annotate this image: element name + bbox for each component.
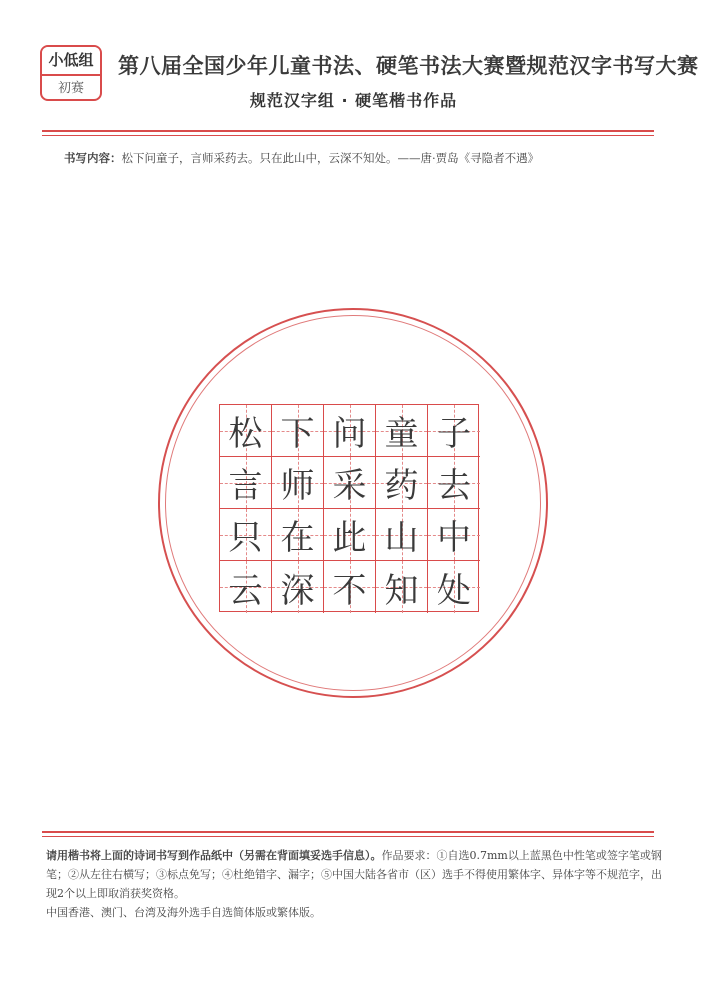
grid-char: 云: [228, 570, 263, 611]
header-divider-top: [42, 130, 654, 132]
grid-char: 童: [384, 414, 419, 454]
grid-cell: [272, 509, 324, 561]
grid-cell: [272, 405, 324, 457]
footer-divider-bottom: [42, 836, 654, 837]
grid-cell: [324, 457, 376, 509]
grid-char: 处: [437, 570, 471, 611]
footer-divider-top: [42, 831, 654, 833]
grid-cell: [324, 561, 376, 613]
requirements-lead: 请用楷书将上面的诗词书写到作品纸中（另需在背面填妥选手信息）。: [46, 849, 382, 862]
grid-char: 不: [332, 570, 367, 611]
group-label: 小低组: [42, 47, 100, 76]
requirements: [46, 846, 662, 922]
grid-char: 问: [332, 414, 367, 454]
page-title: 第八届全国少年儿童书法、硬笔书法大赛暨规范汉字书写大赛: [118, 53, 699, 78]
grid-cell: [220, 561, 272, 613]
page-subtitle: 规范汉字组 · 硬笔楷书作品: [249, 91, 458, 110]
header-divider-bottom: [42, 135, 654, 136]
grid-char: 言: [228, 466, 263, 506]
writing-grid: [219, 404, 479, 612]
grid-char: 此: [332, 518, 367, 558]
grid-cell: [376, 457, 428, 509]
grid-cell: [376, 509, 428, 561]
grid-cell: [428, 457, 480, 509]
grid-char: 深: [280, 570, 315, 611]
grid-cell: [220, 509, 272, 561]
requirements-note: 中国香港、澳门、台湾及海外选手自选简体版或繁体版。: [46, 906, 321, 919]
stage-label: 初赛: [57, 81, 84, 96]
grid-char: 下: [280, 414, 315, 454]
grid-cell: [272, 561, 324, 613]
grid-cell: [428, 561, 480, 613]
grid-char: 松: [228, 414, 263, 454]
grid-char: 药: [384, 466, 419, 506]
grid-char: 子: [437, 414, 471, 454]
grid-cell: [428, 405, 480, 457]
writing-content: [64, 150, 539, 166]
grid-cell: [272, 457, 324, 509]
grid-char: 师: [280, 466, 315, 506]
requirements-text: 作品要求：①自选0.7mm以上蓝黑色中性笔或签字笔或钢笔；②从左往右横写；③标点免写；④杜绝错字、漏字；⑤中国大陆各省市（区）选手不得使用繁体字、异体字等不规范字，出现2个以上即取消获奖资格。: [46, 849, 662, 900]
grid-char: 只: [228, 518, 263, 558]
grid-cell: [220, 457, 272, 509]
grid-char: 知: [384, 570, 419, 611]
grid-cell: [324, 405, 376, 457]
grid-char: 去: [437, 466, 471, 506]
grid-char: 采: [332, 466, 367, 506]
writing-content-text: 松下问童子，言师采药去。只在此山中，云深不知处。——唐·贾岛《寻隐者不遇》: [121, 151, 540, 165]
writing-content-label: 书写内容：: [64, 151, 122, 165]
grid-char: 中: [437, 518, 471, 558]
grid-cell: [428, 509, 480, 561]
grid-cell: [376, 561, 428, 613]
grid-char: 在: [280, 518, 315, 558]
grid-cell: [324, 509, 376, 561]
grid-cell: [376, 405, 428, 457]
grid-cell: [220, 405, 272, 457]
grid-char: 山: [384, 518, 419, 558]
